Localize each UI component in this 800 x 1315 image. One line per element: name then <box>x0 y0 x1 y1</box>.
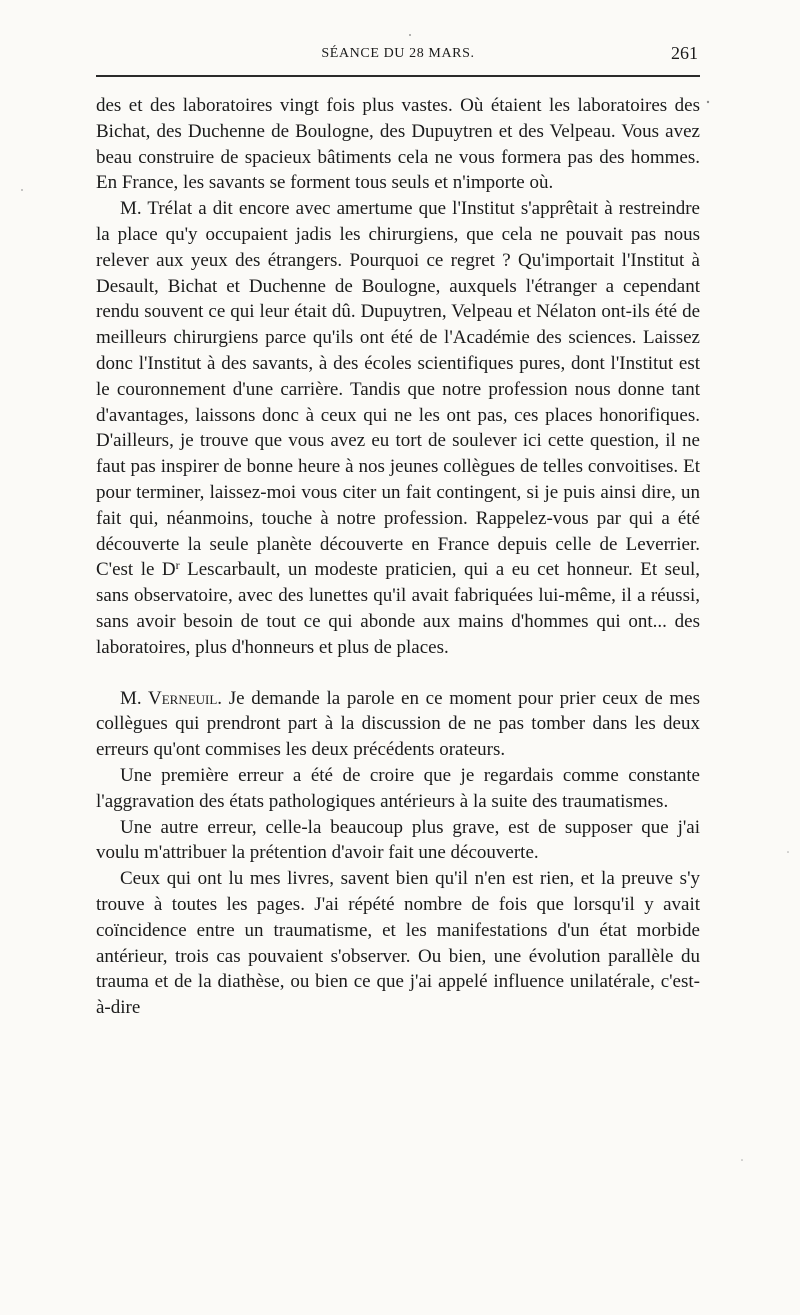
page-number: 261 <box>671 43 698 63</box>
paragraph-second-error: Une autre erreur, celle-la beaucoup plus grave, est de supposer que j'ai voulu m'attribuer la prétention d'avoir fait une découverte. <box>96 816 700 864</box>
paragraph-books: Ceux qui ont lu mes livres, savent bien qu'il n'en est rien, et la preuve s'y trouve à toutes les pages. J'ai répété nombre de fois que lorsqu'il y avait coïncidence entre un traumatisme, et les manifestations d'un état morbide antérieur, trois cas pouvaient s'observer. Ou bien, une évolution parallèle du trauma et de la diathèse, ou bien ce que j'ai appelé influence unilatérale, c'est-à-dire <box>96 868 700 1019</box>
superscript: r <box>175 558 180 573</box>
paragraph-text: Lescarbault, un modeste praticien, qui a eu cet honneur. Et seul, sans observatoire, avec des lunettes qu'il avait fabriquées lui-même, il a réussi, sans avoir besoin de tout ce qui abonde aux mains d'hommes qui ont... des laboratoires, plus d'honneurs et plus de places. <box>96 559 701 658</box>
paper-speck <box>21 189 23 191</box>
paper-speck <box>707 101 709 103</box>
paper-speck <box>787 851 789 853</box>
paper-speck <box>409 34 411 36</box>
paragraph-first-error: Une première erreur a été de croire que je regardais comme constante l'aggravation des états pathologiques antérieurs à la suite des traumatismes. <box>96 764 700 812</box>
speaker-name: M. Verneuil. <box>120 687 223 709</box>
paragraph-continued: des et des laboratoires vingt fois plus vastes. Où étaient les laboratoires des Bichat, des Duchenne de Boulogne, des Dupuytren et des Velpeau. Vous avez beau construire de spacieux bâtiments cela ne vous formera pas des hommes. En France, les savants se forment tous seuls et n'importe où. <box>96 95 700 194</box>
paragraph-text: M. Trélat a dit encore avec amertume que l'Institut s'apprêtait à restreindre la place qu'y occupaient jadis les chirurgiens, que cela ne pouvait pas nous relever aux yeux des étrangers. Pourquoi ce regret ? Qu'importait l'Institut à Desault, Bichat et Duchenne de Boulogne, auxquels l'étranger a cependant rendu souvent ce qui leur était dû. Dupuytren, Velpeau et Nélaton ont-ils été de meilleurs chirurgiens parce qu'ils ont été de l'Académie des sciences. Laissez donc l'Institut à des savants, à des écoles scientifiques pures, dont l'Institut est le couronnement d'une carrière. Tandis que notre profession nous donne tant d'avantages, laissons donc à ceux qui ne les ont pas, ces places honorifiques. D'ailleurs, je trouve que vous avez eu tort de soulever ici cette question, il ne faut pas inspirer de bonne heure à nos jeunes collègues de telles convoitises. Et pour terminer, laissez-moi vous citer un fait contingent, si je puis ainsi dire, un fait qui, néanmoins, touche à notre profession. Rappelez-vous par qui a été découverte la seule planète découverte en France depuis celle de Leverrier. C'est le D <box>96 198 700 581</box>
running-title: SÉANCE DU 28 MARS. <box>321 46 475 61</box>
paragraph-text: Je demande la parole en ce moment pour prier ceux de mes collègues qui prendront part à la discussion de ne pas tomber dans les deux erreurs qu'ont commises les deux précédents orateurs. <box>96 687 700 761</box>
paper-speck <box>741 1159 743 1161</box>
